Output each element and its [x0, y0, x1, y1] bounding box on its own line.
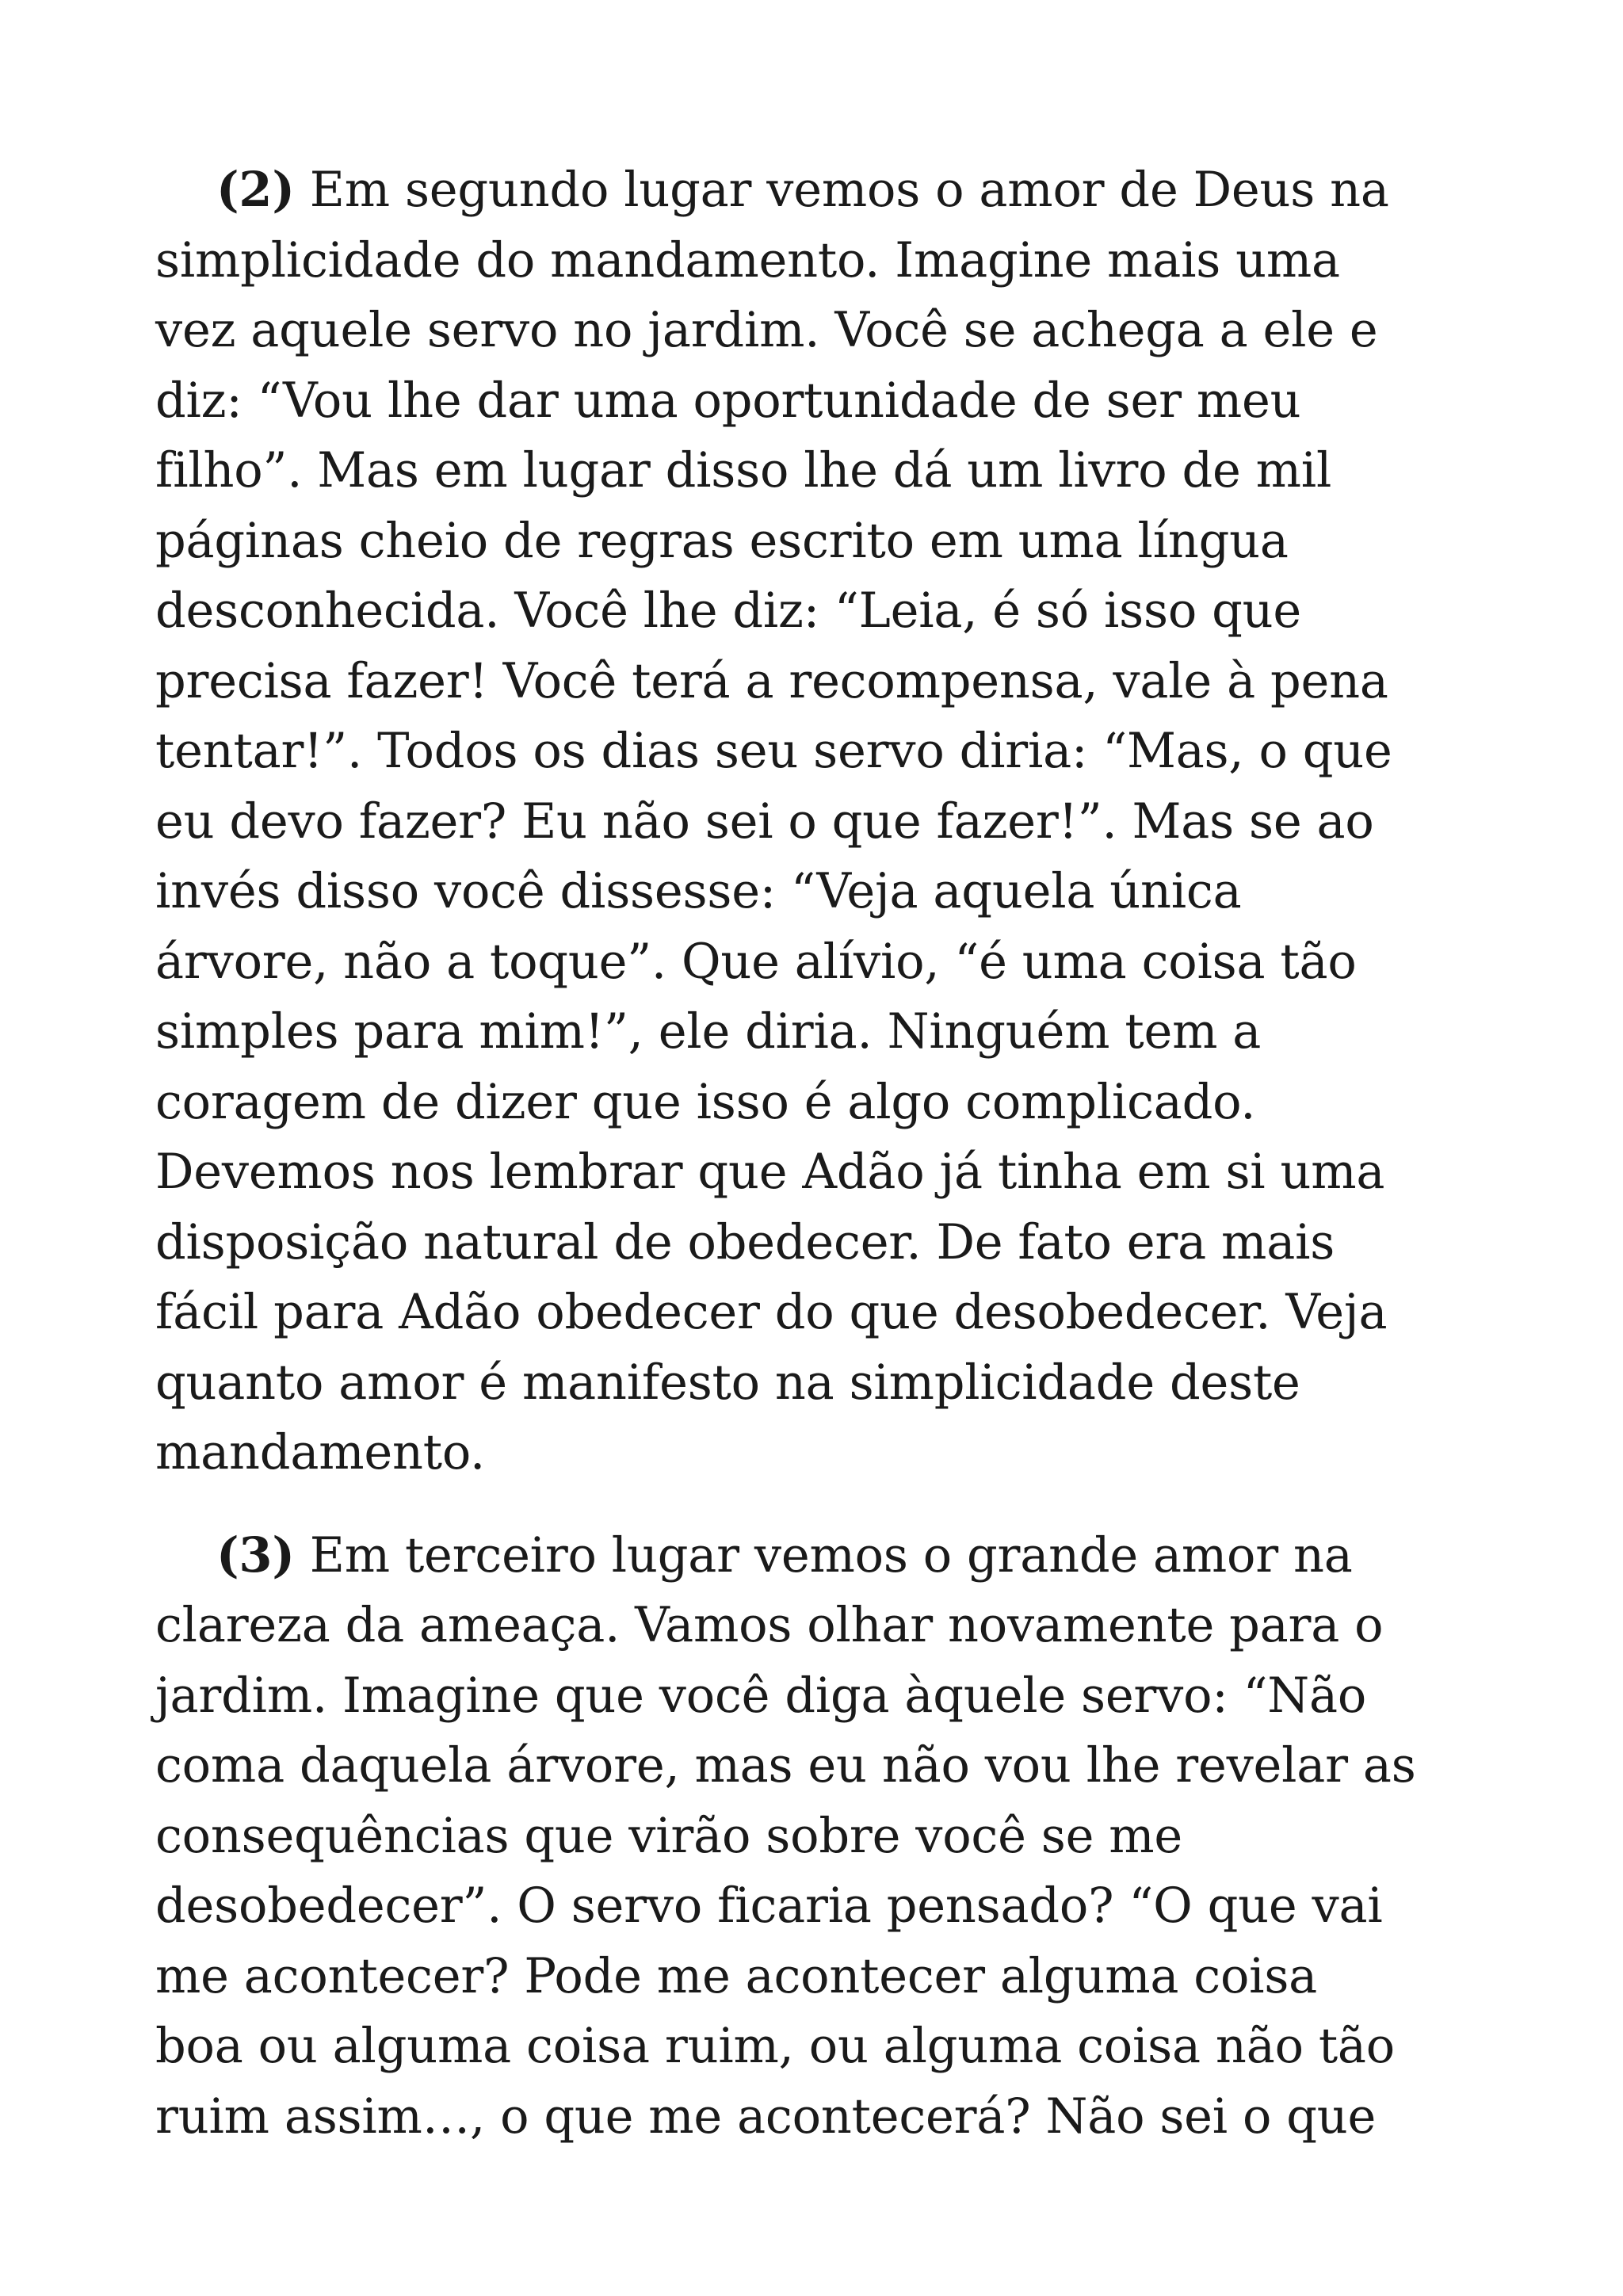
text-line: páginas cheio de regras escrito em uma língua — [155, 513, 1289, 569]
text-line: consequências que virão sobre você se me — [155, 1808, 1182, 1864]
text-line: Devemos nos lembrar que Adão já tinha em si uma — [155, 1144, 1385, 1200]
text-line: boa ou alguma coisa ruim, ou alguma coisa não tão — [155, 2019, 1396, 2074]
text-line: desconhecida. Você lhe diz: “Leia, é só isso que — [155, 583, 1302, 639]
text-line: jardim. Imagine que você diga àquele servo: “Não — [155, 1668, 1367, 1724]
text-line: ruim assim…, o que me acontecerá? Não sei o que — [155, 2088, 1377, 2145]
text-line: desobedecer”. O servo ficaria pensado? “O que vai — [155, 1878, 1383, 1934]
text-line: tentar!”. Todos os dias seu servo diria: “Mas, o que — [155, 724, 1392, 779]
text-line: invés disso você dissesse: “Veja aquela única — [155, 864, 1242, 919]
text-line: fácil para Adão obedecer do que desobedecer. Veja — [155, 1285, 1388, 1340]
text-line: mandamento. — [155, 1425, 486, 1480]
text-line: quanto amor é manifesto na simplicidade deste — [155, 1354, 1300, 1411]
text-line: simples para mim!”, ele diria. Ninguém tem a — [155, 1004, 1262, 1060]
text-line: eu devo fazer? Eu não sei o que fazer!”. Mas se ao — [155, 793, 1374, 850]
text-line: simplicidade do mandamento. Imagine mais uma — [155, 232, 1340, 288]
paragraph-2 — [155, 155, 1495, 1488]
text-line: disposição natural de obedecer. De fato era mais — [155, 1214, 1335, 1270]
text-line: (2) Em segundo lugar vemos o amor de Deus na — [216, 162, 1389, 218]
text-line: vez aquele servo no jardim. Você se achega a ele e — [155, 303, 1378, 358]
paragraph-3 — [155, 1521, 1495, 2153]
paragraph-number: (3) — [216, 1526, 295, 1584]
text-line: filho”. Mas em lugar disso lhe dá um livro de mil — [155, 443, 1332, 499]
text-line: árvore, não a toque”. Que alívio, “é uma coisa tão — [155, 934, 1357, 990]
document-page — [155, 155, 1495, 2152]
text-line: precisa fazer! Você terá a recompensa, vale à pena — [155, 653, 1388, 709]
paragraph-number: (2) — [216, 162, 295, 218]
text-line: (3) Em terceiro lugar vemos o grande amor na — [216, 1526, 1353, 1584]
text-line: clareza da ameaça. Vamos olhar novamente para o — [155, 1598, 1384, 1653]
text-line: coma daquela árvore, mas eu não vou lhe revelar as — [155, 1738, 1416, 1794]
text-line: coragem de dizer que isso é algo complicado. — [155, 1074, 1256, 1130]
text-line: diz: “Vou lhe dar uma oportunidade de ser meu — [155, 372, 1301, 429]
text-line: me acontecer? Pode me acontecer alguma coisa — [155, 1948, 1318, 2004]
